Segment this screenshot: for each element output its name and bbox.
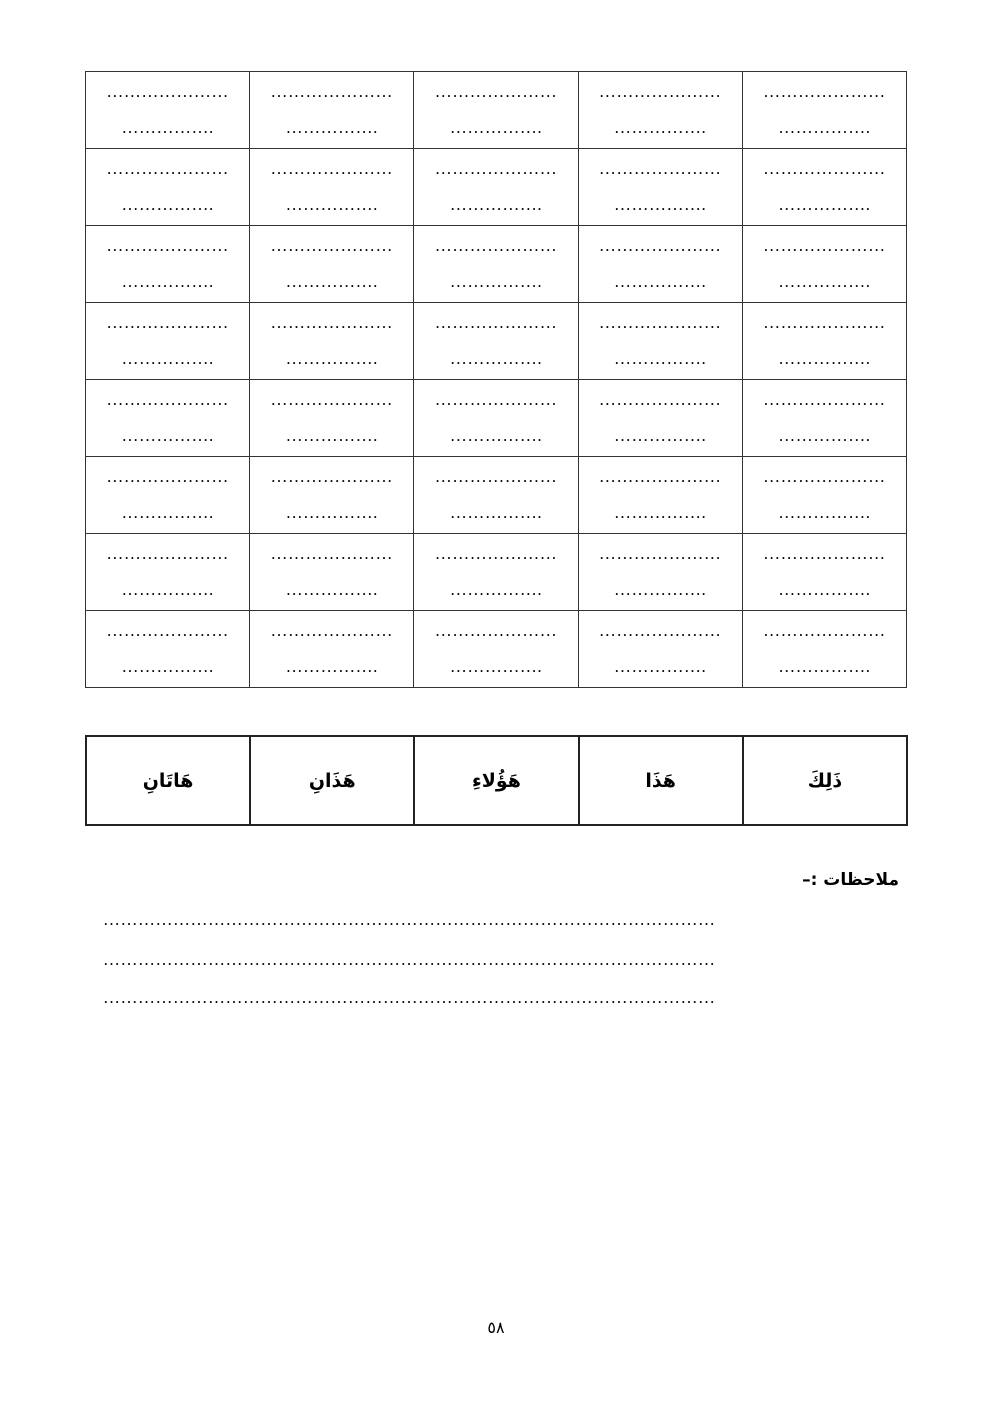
blank-line-bottom: …………….	[778, 272, 871, 291]
demonstrative-cell: هَاتَانِ	[86, 736, 250, 825]
blank-line-bottom: …………….	[778, 349, 871, 368]
blank-line-bottom: …………….	[778, 657, 871, 676]
blank-line-top: …………………	[763, 621, 886, 640]
blank-line-top: …………………	[434, 544, 558, 563]
answer-cell[interactable]	[742, 149, 906, 226]
answer-cell[interactable]	[578, 226, 742, 303]
answer-cell[interactable]	[578, 534, 742, 611]
blank-line-bottom: …………….	[614, 426, 707, 445]
blank-line-top: …………………	[598, 544, 722, 563]
grid-row	[86, 611, 907, 688]
blank-line-bottom: …………….	[285, 349, 378, 368]
blank-line-top: …………………	[598, 82, 722, 101]
blank-line-top: …………………	[270, 544, 394, 563]
blank-line-bottom: …………….	[121, 580, 214, 599]
blank-line-top: …………………	[598, 390, 722, 409]
blank-line-top: …………………	[434, 390, 558, 409]
answer-cell[interactable]	[414, 226, 578, 303]
blank-line-bottom: …………….	[614, 580, 707, 599]
blank-line-top: …………………	[763, 467, 886, 486]
blank-line-bottom: …………….	[778, 118, 871, 137]
blank-line-top: …………………	[598, 467, 722, 486]
blank-line-bottom: …………….	[121, 503, 214, 522]
blank-line-bottom: …………….	[285, 426, 378, 445]
blank-line-top: …………………	[270, 159, 394, 178]
blank-line-top: …………………	[434, 82, 558, 101]
blank-line-bottom: …………….	[121, 272, 214, 291]
demonstrative-cell: ذَلِكَ	[743, 736, 907, 825]
answer-cell[interactable]	[86, 380, 250, 457]
answer-cell[interactable]	[742, 226, 906, 303]
blank-line-bottom: …………….	[778, 580, 871, 599]
answer-cell[interactable]	[742, 303, 906, 380]
answer-cell[interactable]	[578, 72, 742, 149]
blank-line-bottom: …………….	[449, 272, 543, 291]
blank-line-bottom: …………….	[778, 426, 871, 445]
demonstrative-cell: هَذَا	[579, 736, 743, 825]
blank-line-bottom: …………….	[449, 580, 543, 599]
answer-cell[interactable]	[414, 534, 578, 611]
answer-cell[interactable]	[414, 457, 578, 534]
blank-line-bottom: …………….	[778, 195, 871, 214]
blank-line-bottom: …………….	[614, 349, 707, 368]
blank-line-bottom: …………….	[778, 503, 871, 522]
grid-row	[86, 534, 907, 611]
answer-cell[interactable]	[578, 380, 742, 457]
answer-cell[interactable]	[250, 149, 414, 226]
blank-line-bottom: …………….	[285, 580, 378, 599]
demonstrative-cell: هَذَانِ	[250, 736, 414, 825]
blank-line-top: …………………	[106, 313, 229, 332]
answer-grid	[85, 71, 907, 688]
blank-line-top: …………………	[106, 621, 229, 640]
blank-line-top: …………………	[763, 82, 886, 101]
blank-line-top: …………………	[106, 390, 229, 409]
blank-line-top: …………………	[763, 390, 886, 409]
blank-line-bottom: …………….	[285, 118, 378, 137]
blank-line-top: …………………	[270, 313, 394, 332]
grid-row	[86, 380, 907, 457]
blank-line-bottom: …………….	[121, 195, 214, 214]
blank-line-top: …………………	[106, 544, 229, 563]
blank-line-top: …………………	[434, 313, 558, 332]
answer-cell[interactable]	[86, 611, 250, 688]
notes-line[interactable]: ……………………………………………………………………………………………	[103, 988, 716, 1007]
answer-cell[interactable]	[86, 457, 250, 534]
blank-line-bottom: …………….	[121, 426, 214, 445]
blank-line-top: …………………	[763, 159, 886, 178]
answer-cell[interactable]	[742, 611, 906, 688]
answer-cell[interactable]	[250, 380, 414, 457]
answer-cell[interactable]	[742, 457, 906, 534]
answer-cell[interactable]	[414, 149, 578, 226]
answer-cell[interactable]	[86, 72, 250, 149]
answer-cell[interactable]	[250, 303, 414, 380]
answer-cell[interactable]	[742, 72, 906, 149]
blank-line-bottom: …………….	[449, 195, 543, 214]
answer-cell[interactable]	[86, 303, 250, 380]
blank-line-bottom: …………….	[285, 503, 378, 522]
grid-row	[86, 226, 907, 303]
answer-cell[interactable]	[86, 534, 250, 611]
blank-line-top: …………………	[270, 82, 394, 101]
blank-line-bottom: …………….	[614, 272, 707, 291]
blank-line-bottom: …………….	[614, 118, 707, 137]
blank-line-top: …………………	[270, 621, 394, 640]
answer-cell[interactable]	[578, 611, 742, 688]
blank-line-bottom: …………….	[449, 118, 543, 137]
answer-cell[interactable]	[86, 226, 250, 303]
answer-cell[interactable]	[578, 457, 742, 534]
blank-line-top: …………………	[106, 82, 229, 101]
grid-row	[86, 457, 907, 534]
answer-cell[interactable]	[742, 380, 906, 457]
answer-cell[interactable]	[250, 611, 414, 688]
blank-line-top: …………………	[434, 467, 558, 486]
blank-line-bottom: …………….	[121, 657, 214, 676]
blank-line-bottom: …………….	[285, 195, 378, 214]
blank-line-top: …………………	[434, 236, 558, 255]
grid-row	[86, 149, 907, 226]
blank-line-top: …………………	[106, 159, 229, 178]
blank-line-top: …………………	[763, 236, 886, 255]
blank-line-bottom: …………….	[121, 118, 214, 137]
answer-cell[interactable]	[414, 611, 578, 688]
blank-line-top: …………………	[598, 621, 722, 640]
notes-title: ملاحظات :–	[802, 870, 899, 890]
blank-line-top: …………………	[106, 236, 229, 255]
answer-cell[interactable]	[250, 226, 414, 303]
blank-line-bottom: …………….	[614, 657, 707, 676]
answer-cell[interactable]	[86, 149, 250, 226]
blank-line-top: …………………	[598, 236, 722, 255]
blank-line-bottom: …………….	[449, 426, 543, 445]
answer-cell[interactable]	[578, 149, 742, 226]
blank-line-top: …………………	[270, 236, 394, 255]
answer-cell[interactable]	[742, 534, 906, 611]
blank-line-bottom: …………….	[449, 657, 543, 676]
blank-line-bottom: …………….	[285, 272, 378, 291]
answer-cell[interactable]	[414, 72, 578, 149]
answer-cell[interactable]	[414, 303, 578, 380]
blank-line-top: …………………	[598, 313, 722, 332]
blank-line-top: …………………	[270, 467, 394, 486]
demonstrative-cell: هَؤُلاءِ	[414, 736, 578, 825]
notes-line[interactable]: ……………………………………………………………………………………………	[103, 910, 716, 929]
grid-row	[86, 303, 907, 380]
answer-cell[interactable]	[578, 303, 742, 380]
answer-cell[interactable]	[250, 457, 414, 534]
blank-line-top: …………………	[598, 159, 722, 178]
blank-line-bottom: …………….	[449, 349, 543, 368]
blank-line-top: …………………	[434, 159, 558, 178]
blank-line-top: …………………	[763, 313, 886, 332]
blank-line-bottom: …………….	[449, 503, 543, 522]
blank-line-top: …………………	[106, 467, 229, 486]
blank-line-bottom: …………….	[121, 349, 214, 368]
page-number: ٥٨	[487, 1318, 505, 1337]
answer-cell[interactable]	[250, 534, 414, 611]
notes-line[interactable]: ……………………………………………………………………………………………	[103, 950, 716, 969]
blank-line-bottom: …………….	[285, 657, 378, 676]
blank-line-top: …………………	[270, 390, 394, 409]
blank-line-top: …………………	[434, 621, 558, 640]
blank-line-bottom: …………….	[614, 195, 707, 214]
demonstratives-table	[85, 735, 908, 826]
blank-line-top: …………………	[763, 544, 886, 563]
answer-cell[interactable]	[250, 72, 414, 149]
grid-row	[86, 72, 907, 149]
answer-cell[interactable]	[414, 380, 578, 457]
blank-line-bottom: …………….	[614, 503, 707, 522]
